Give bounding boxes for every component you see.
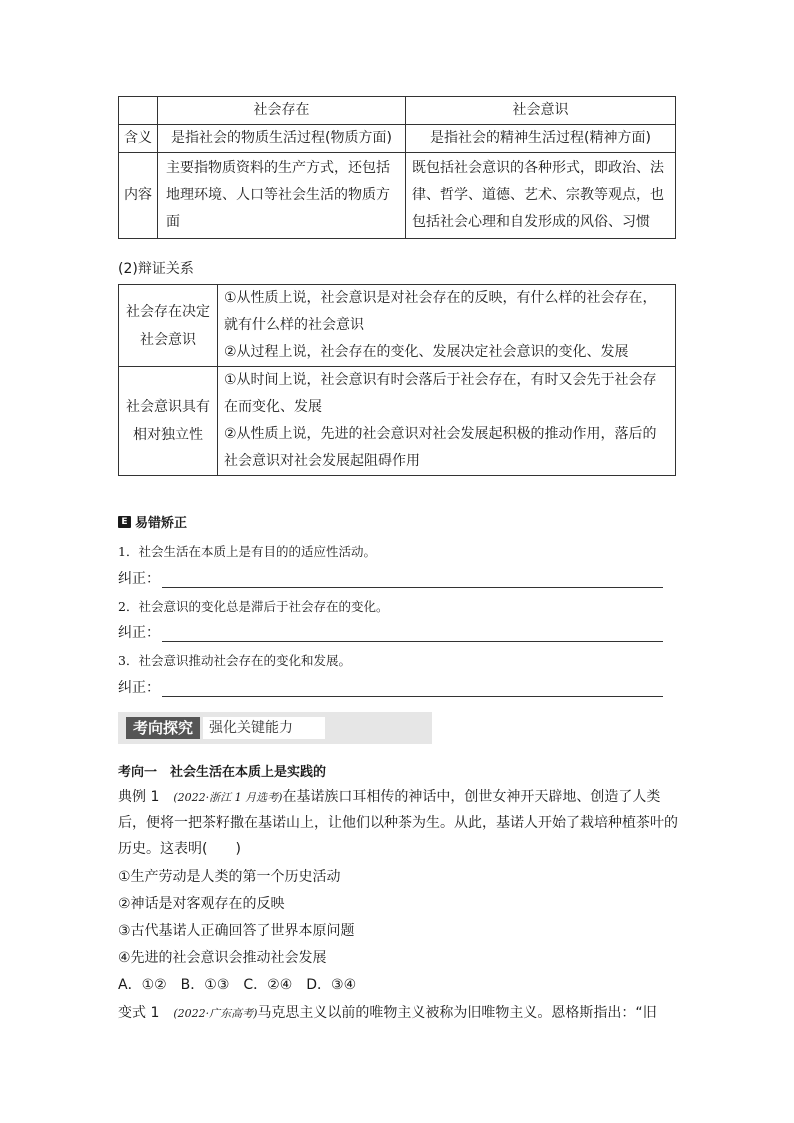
row-label-content: 内容 (119, 153, 158, 239)
error-item-3: 3．社会意识推动社会存在的变化和发展。 (118, 653, 351, 668)
row-label-independence: 社会意识具有相对独立性 (119, 367, 218, 476)
determines-line-1: ①从性质上说，社会意识是对社会存在的反映，有什么样的社会存在，就有什么样的社会意识 (224, 290, 657, 333)
example-line-2: 后，便将一把茶籽撒在基诺山上，让他们以种茶为生。从此，基诺人开始了栽培种植茶叶的 (118, 815, 678, 831)
banner-sublabel: 强化关键能力 (203, 717, 325, 739)
correction-field-3[interactable]: 纠正： (118, 677, 663, 697)
option-1: ①生产劳动是人类的第一个历史活动 (118, 869, 341, 885)
error-item-1: 1．社会生活在本质上是有目的的适应性活动。 (118, 544, 376, 559)
cell-meaning-consciousness: 是指社会的精神生活过程(精神方面) (406, 125, 676, 153)
relation-table (118, 284, 676, 476)
row-label-determines: 社会存在决定社会意识 (119, 285, 218, 367)
banner-label: 考向探究 (126, 717, 200, 739)
header-social-existence: 社会存在 (158, 97, 406, 125)
row-label-meaning: 含义 (119, 125, 158, 153)
example-line-3: 历史。这表明( ) (118, 841, 241, 857)
independence-line-2: ②从性质上说，先进的社会意识对社会发展起积极的推动作用，落后的社会意识对社会发展起阻碍作用 (224, 426, 657, 469)
table-corner (119, 97, 158, 125)
variant-line: 变式 1 (2022·广东高考)马克思主义以前的唯物主义被称为旧唯物主义。恩格斯指出：“旧 (118, 1005, 657, 1021)
header-social-consciousness: 社会意识 (406, 97, 676, 125)
concept-table (118, 96, 676, 239)
option-3: ③古代基诺人正确回答了世界本原问题 (118, 923, 355, 939)
error-item-2: 2．社会意识的变化总是滞后于社会存在的变化。 (118, 599, 389, 614)
section-banner (118, 712, 432, 744)
correction-field-1[interactable]: 纠正： (118, 568, 663, 588)
error-correction-title: E 易错矫正 (118, 512, 187, 531)
cell-content-existence: 主要指物质资料的生产方式，还包括地理环境、人口等社会生活的物质方面 (158, 153, 406, 239)
topic-heading: 考向一 社会生活在本质上是实践的 (118, 765, 327, 780)
independence-line-1: ①从时间上说，社会意识有时会落后于社会存在，有时又会先于社会存在而变化、发展 (224, 372, 657, 415)
error-icon: E (118, 516, 131, 528)
example-line-1: 典例 1 (2022·浙江 1 月选考)在基诺族口耳相传的神话中，创世女神开天辟地、创造了人类 (118, 789, 661, 805)
cell-meaning-existence: 是指社会的物质生活过程(物质方面) (158, 125, 406, 153)
option-4: ④先进的社会意识会推动社会发展 (118, 950, 327, 966)
subtitle-dialectic: (2)辩证关系 (118, 261, 194, 277)
cell-content-consciousness: 既包括社会意识的各种形式，即政治、法律、哲学、道德、艺术、宗教等观点，也包括社会心理和自发形成的风俗、习惯 (406, 153, 676, 239)
correction-field-2[interactable]: 纠正： (118, 622, 663, 642)
determines-line-2: ②从过程上说，社会存在的变化、发展决定社会意识的变化、发展 (224, 344, 629, 360)
answer-choices: A．①② B．①③ C．②④ D．③④ (118, 977, 357, 993)
option-2: ②神话是对客观存在的反映 (118, 896, 285, 912)
